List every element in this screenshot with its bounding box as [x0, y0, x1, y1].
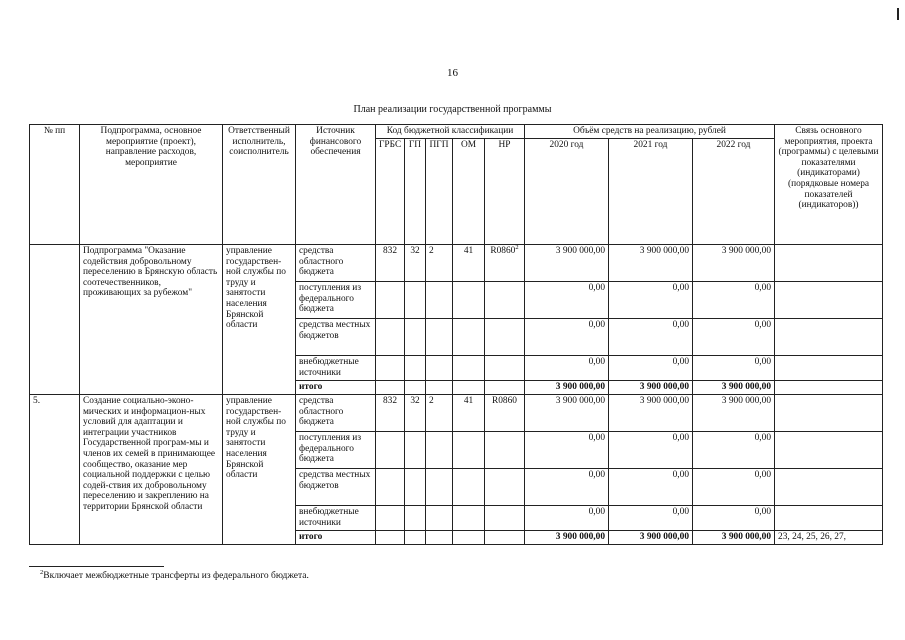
- row-responsible: управление государствен-ной службы по труду и занятости населения Брянской области: [223, 395, 296, 545]
- amount-2020: 0,00: [525, 469, 609, 506]
- amount-2022: 0,00: [693, 432, 775, 469]
- amount-2021: 0,00: [609, 282, 693, 319]
- amount-2021: 0,00: [609, 319, 693, 356]
- code-grbs: 832: [376, 245, 405, 282]
- amount-2020: 3 900 000,00: [525, 245, 609, 282]
- footnote: [40, 568, 309, 581]
- code-nr: R0860$^2$: [485, 245, 525, 282]
- row-link: [775, 245, 883, 282]
- header-2020: 2020 год: [525, 139, 609, 245]
- header-source: Источник финансового обеспечения: [296, 125, 376, 245]
- amount-2020: 0,00: [525, 319, 609, 356]
- amount-2022: 0,00: [693, 506, 775, 531]
- amount-2022: 0,00: [693, 282, 775, 319]
- implementation-plan-table: [29, 124, 883, 545]
- amount-2021: 0,00: [609, 356, 693, 381]
- amount-2020: 0,00: [525, 282, 609, 319]
- row-source: внебюджетные источники: [296, 506, 376, 531]
- document-title: План реализации государственной программы: [353, 104, 552, 115]
- scan-corner-mark: [897, 8, 899, 20]
- row-num: 5.: [30, 395, 80, 545]
- row-source: средства областного бюджета: [296, 245, 376, 282]
- row-link: [775, 506, 883, 531]
- table-row: [30, 245, 883, 282]
- amount-2022: 3 900 000,00: [693, 395, 775, 432]
- footnote-ref: 2: [515, 244, 519, 251]
- row-link: [775, 356, 883, 381]
- row-link: [775, 469, 883, 506]
- amount-2021: 0,00: [609, 506, 693, 531]
- row-link-indicators: 23, 24, 25, 26, 27,: [775, 531, 883, 545]
- amount-2021: 0,00: [609, 469, 693, 506]
- amount-2020: 0,00: [525, 506, 609, 531]
- row-source: средства местных бюджетов: [296, 319, 376, 356]
- code-pgp: 2: [426, 395, 453, 432]
- header-budget-code: Код бюджетной классификации: [376, 125, 525, 139]
- total-2022: 3 900 000,00: [693, 381, 775, 395]
- row-source-total: итого: [296, 381, 376, 395]
- row-source: поступления из федерального бюджета: [296, 432, 376, 469]
- code-nr: R0860: [485, 395, 525, 432]
- header-responsible: Ответственный исполнитель, соисполнитель: [223, 125, 296, 245]
- row-subprogram: Подпрограмма "Оказание содействия добровольному переселению в Брянскую область соотечественников, проживающих за рубежом": [80, 245, 223, 395]
- amount-2022: 0,00: [693, 356, 775, 381]
- footnote-mark: 2: [40, 568, 44, 576]
- amount-2020: 3 900 000,00: [525, 395, 609, 432]
- total-2021: 3 900 000,00: [609, 381, 693, 395]
- header-link: Связь основного мероприятия, проекта (программы) с целевыми показателями (индикаторами) (порядковые номера показателей (индикаторов)): [775, 125, 883, 245]
- amount-2020: 0,00: [525, 356, 609, 381]
- row-link: [775, 395, 883, 432]
- row-source: средства местных бюджетов: [296, 469, 376, 506]
- total-2022: 3 900 000,00: [693, 531, 775, 545]
- amount-2020: 0,00: [525, 432, 609, 469]
- header-subprogram: Подпрограмма, основное мероприятие (проект), направление расходов, мероприятие: [80, 125, 223, 245]
- amount-2022: 0,00: [693, 469, 775, 506]
- total-2020: 3 900 000,00: [525, 531, 609, 545]
- row-link: [775, 432, 883, 469]
- header-2022: 2022 год: [693, 139, 775, 245]
- row-source: средства областного бюджета: [296, 395, 376, 432]
- code-om: 41: [453, 245, 485, 282]
- row-source-total: итого: [296, 531, 376, 545]
- code-gp: 32: [405, 395, 426, 432]
- row-source: поступления из федерального бюджета: [296, 282, 376, 319]
- code-pgp: 2: [426, 245, 453, 282]
- amount-2021: 3 900 000,00: [609, 395, 693, 432]
- row-source: внебюджетные источники: [296, 356, 376, 381]
- amount-2022: 3 900 000,00: [693, 245, 775, 282]
- amount-2021: 3 900 000,00: [609, 245, 693, 282]
- row-responsible: управление государствен-ной службы по труду и занятости населения Брянской области: [223, 245, 296, 395]
- header-gp: ГП: [405, 139, 426, 245]
- row-num: [30, 245, 80, 395]
- row-link: [775, 381, 883, 395]
- code-om: 41: [453, 395, 485, 432]
- footnote-rule: [29, 566, 164, 567]
- header-2021: 2021 год: [609, 139, 693, 245]
- row-link: [775, 282, 883, 319]
- header-nr: НР: [485, 139, 525, 245]
- total-2020: 3 900 000,00: [525, 381, 609, 395]
- row-subprogram: Создание социально-эконо-мических и информацион-ных условий для адаптации и интеграции участников Государственной програм-мы и членов их семей в принимающее сообщество, оказание мер социальной поддержки с целью содей-ствия их добровольному переселению и закреплению на территории Брянской области: [80, 395, 223, 545]
- table-row: [30, 395, 883, 432]
- code-gp: 32: [405, 245, 426, 282]
- amount-2021: 0,00: [609, 432, 693, 469]
- header-volume: Объём средств на реализацию, рублей: [525, 125, 775, 139]
- code-grbs: 832: [376, 395, 405, 432]
- header-pgp: ПГП: [426, 139, 453, 245]
- header-num: № пп: [30, 125, 80, 245]
- footnote-text: Включает межбюджетные трансферты из федерального бюджета.: [43, 571, 309, 581]
- page-number: 16: [447, 67, 458, 79]
- header-om: ОМ: [453, 139, 485, 245]
- row-link: [775, 319, 883, 356]
- amount-2022: 0,00: [693, 319, 775, 356]
- total-2021: 3 900 000,00: [609, 531, 693, 545]
- header-grbs: ГРБС: [376, 139, 405, 245]
